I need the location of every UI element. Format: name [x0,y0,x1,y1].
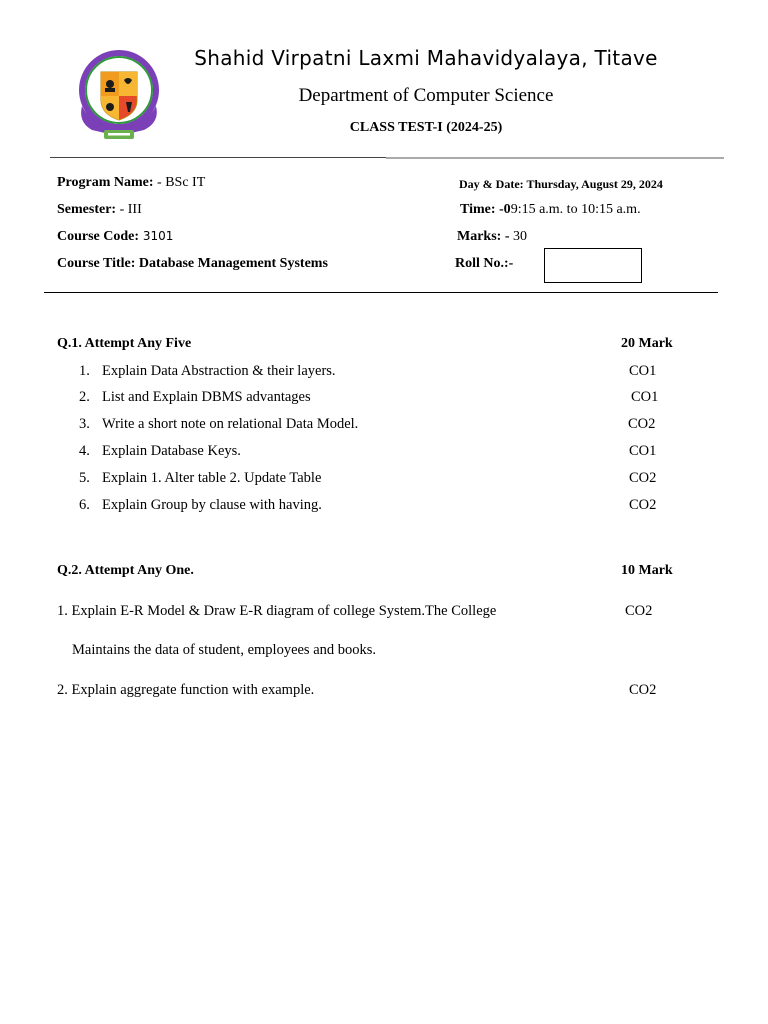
q1-item-number: 4. [79,443,90,459]
q1-item-1 [79,363,90,380]
info-divider [44,292,718,293]
q1-item-number: 3. [79,416,90,432]
q2-heading: Q.2. Attempt Any One. [57,563,194,578]
q1-item-number: 5. [79,470,90,486]
q1-item-6 [79,497,90,514]
q1-item-text: Explain 1. Alter table 2. Update Table [102,470,322,486]
day-date-label: Day & Date: [459,177,524,191]
q1-item-number: 6. [79,497,90,513]
q1-item-co: CO1 [629,443,657,459]
course-code [57,229,173,245]
q1-item-co: CO2 [629,470,657,486]
roll-number-box[interactable] [544,248,642,283]
exam-marks [457,229,527,245]
semester-value: - III [116,202,142,217]
program-name-label: Program Name: [57,175,154,190]
course-title [57,256,328,272]
q1-item-text: Write a short note on relational Data Model. [102,416,359,432]
q1-item-5 [79,470,90,487]
exam-marks-label: Marks: - [457,229,510,244]
q2-item-1-co: CO2 [625,603,653,619]
q2-item-2-co: CO2 [629,682,657,698]
day-date-value: Thursday, August 29, 2024 [523,177,663,191]
exam-marks-value: 30 [509,229,527,244]
day-date [459,177,663,192]
q1-item-text: Explain Database Keys. [102,443,241,459]
q2-marks: 10 Mark [621,563,673,578]
q1-item-co: CO1 [629,363,657,379]
q1-item-number: 2. [79,389,90,405]
q1-item-2 [79,389,90,406]
course-code-label: Course Code: [57,229,140,244]
semester-label: Semester: [57,202,117,217]
test-title: CLASS TEST-I (2024-25) [349,120,503,135]
program-name [57,175,205,191]
exam-time [460,202,641,218]
program-name-value: - BSc IT [153,175,206,190]
q1-item-co: CO2 [628,416,656,432]
q2-item-1-line-2: Maintains the data of student, employees and books. [72,642,377,658]
header-divider [50,157,386,158]
q1-item-3 [79,416,90,433]
q1-item-text: List and Explain DBMS advantages [102,389,311,405]
q1-item-number: 1. [79,363,90,379]
roll-number-label: Roll No.:- [455,256,514,271]
semester [57,202,142,218]
q1-heading: Q.1. Attempt Any Five [57,336,192,351]
exam-time-label: Time: -0 [460,202,511,217]
q1-item-co: CO1 [631,389,659,405]
course-code-value: 3101 [139,229,174,243]
q1-marks: 20 Mark [621,336,673,351]
q1-item-4 [79,443,90,460]
q2-item-1-line-1: 1. Explain E-R Model & Draw E-R diagram of college System.The College [57,603,497,619]
course-title-value: Database Management Systems [135,256,328,271]
q1-item-text: Explain Data Abstraction & their layers. [102,363,336,379]
exam-time-value: 9:15 a.m. to 10:15 a.m. [510,202,641,217]
department-name: Department of Computer Science [298,85,554,106]
q1-item-co: CO2 [629,497,657,513]
college-name: Shahid Virpatni Laxmi Mahavidyalaya, Titave [194,46,658,70]
q2-item-2: 2. Explain aggregate function with example. [57,682,315,698]
header-divider-right [386,157,724,159]
q1-item-text: Explain Group by clause with having. [102,497,322,513]
course-title-label: Course Title: [57,256,136,271]
